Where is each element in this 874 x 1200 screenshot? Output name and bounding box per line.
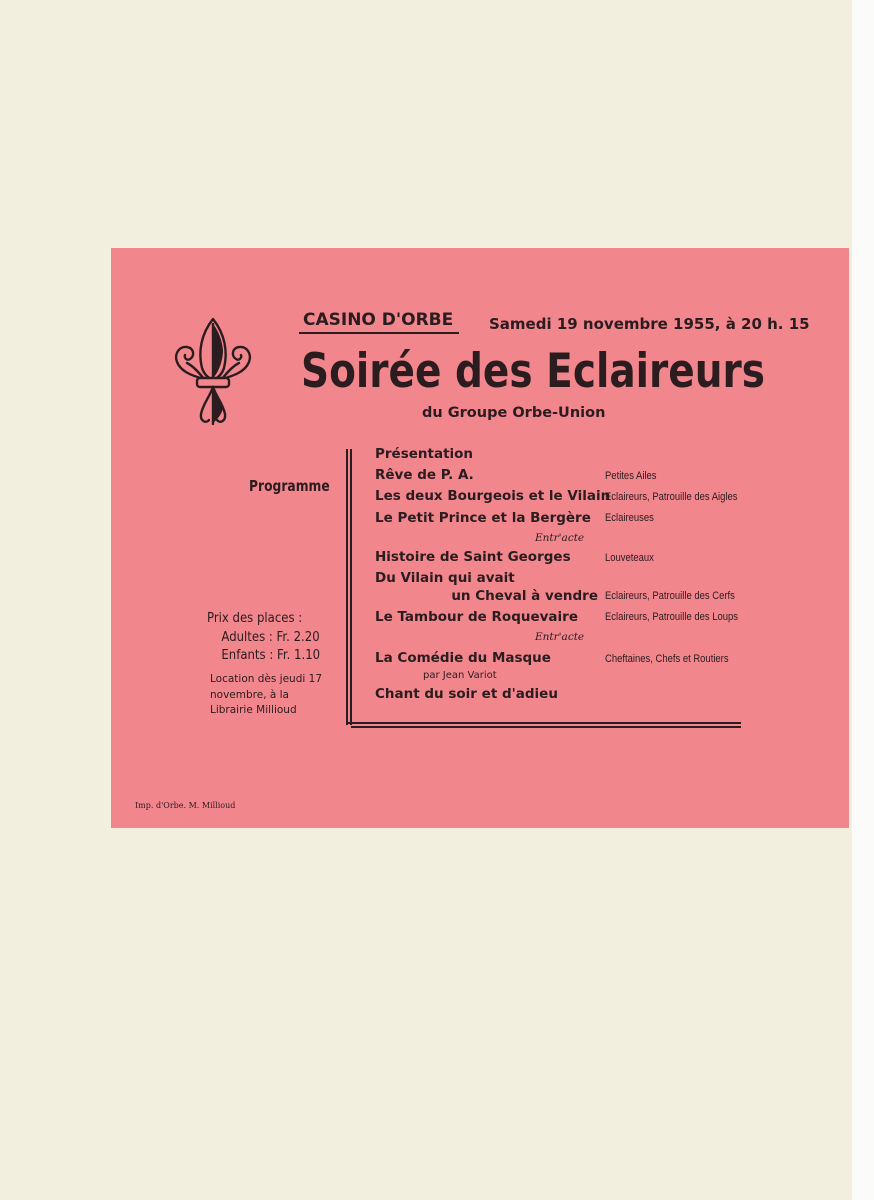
programme-item-title: Les deux Bourgeois et le Vilain: [375, 488, 611, 504]
frame-rule-vertical: [346, 449, 348, 725]
event-subtitle: du Groupe Orbe-Union: [422, 405, 606, 421]
entracte-label: Entr'acte: [535, 631, 585, 643]
price-adults: Adultes : Fr. 2.20: [221, 629, 320, 645]
programme-item-title: La Comédie du Masque: [375, 650, 551, 666]
programme-item-title-line1: Du Vilain qui avait: [375, 570, 515, 586]
price-children: Enfants : Fr. 1.10: [221, 648, 321, 663]
programme-item-performers: Eclaireurs, Patrouille des Aigles: [605, 491, 738, 503]
printer-credit: Imp. d'Orbe. M. Millioud: [135, 801, 236, 810]
programme-item-title: Rêve de P. A.: [375, 467, 474, 483]
event-date: Samedi 19 novembre 1955, à 20 h. 15: [489, 315, 810, 333]
programme-item-performers: Eclaireurs, Patrouille des Cerfs: [605, 590, 735, 602]
programme-item-performers: Petites Ailes: [605, 470, 657, 482]
venue-name: CASINO D'ORBE: [303, 310, 454, 330]
fleur-de-lis-icon: [173, 316, 253, 428]
programme-item-title-line2: un Cheval à vendre: [451, 588, 598, 604]
programme-item-byline: par Jean Variot: [423, 670, 497, 681]
price-block: [207, 610, 320, 666]
entracte-label: Entr'acte: [535, 532, 585, 544]
programme-item-performers: Cheftaines, Chefs et Routiers: [605, 653, 729, 665]
programme-item-title: Le Petit Prince et la Bergère: [375, 510, 591, 526]
frame-rule-horizontal: [351, 726, 741, 728]
page-edge: [852, 0, 874, 1200]
flyer: [111, 248, 849, 828]
frame-rule-horizontal: [347, 722, 741, 724]
location-note: Location dès jeudi 17 novembre, à la Librairie Millioud: [210, 673, 322, 716]
programme-item-title: Histoire de Saint Georges: [375, 549, 571, 565]
programme-item-performers: Eclaireuses: [605, 512, 654, 524]
frame-rule-vertical: [350, 449, 352, 725]
programme-item-performers: Louveteaux: [605, 552, 654, 564]
programme-item-performers: Eclaireurs, Patrouille des Loups: [605, 611, 739, 623]
programme-label: Programme: [249, 477, 330, 495]
price-heading: Prix des places :: [207, 611, 303, 626]
programme-item-finale: Chant du soir et d'adieu: [375, 686, 558, 702]
venue-underline: [299, 332, 459, 334]
programme-item-presentation: Présentation: [375, 446, 474, 462]
event-title: Soirée des Eclaireurs: [301, 344, 765, 399]
programme-item-title: Le Tambour de Roquevaire: [375, 609, 578, 625]
